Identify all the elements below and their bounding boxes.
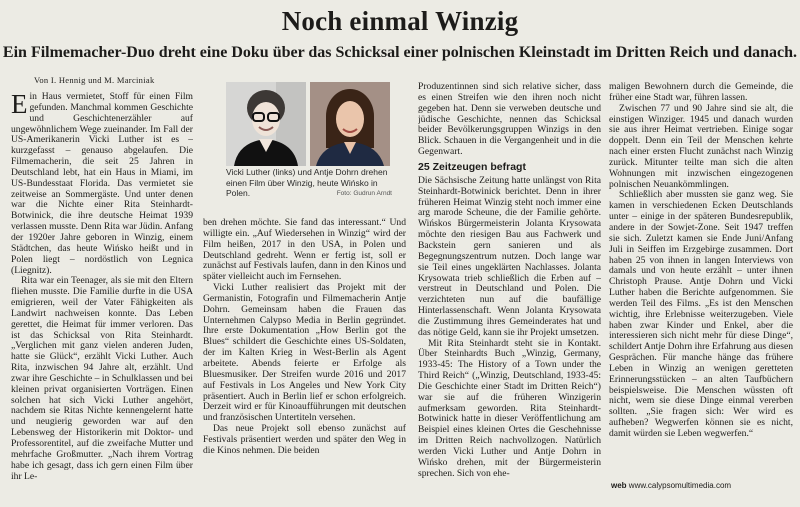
web-reference: [611, 481, 731, 490]
photo-caption: [226, 167, 392, 200]
text-column-4: [609, 82, 793, 477]
paragraph: Mit Rita Steinhardt steht sie in Kontakt. Über Steinhardts Buch „Winzig, Germany, 1933-45: The History of a Town under the Third Reich“ („Winzig, Deutschland, 1933-45: Die Geschichte einer Stadt im Dritten Reich“) war sie auf die früheren Winzigerin aufmerksam geworden. Rita Steinhardt-Botwinick hatte in dieser Veröffentlichung am Beispiel eines kleinen Ortes die Geschehnisse im Dritten Reich nachvollzogen. Natürlich werden Vicki Luther und Antje Dohrn in Wińsko drehen, mit der Bürgermeisterin sprechen. Sich von ehe-: [418, 337, 601, 479]
paragraph: maligen Bewohnern durch die Gemeinde, die früher eine Stadt war, führen lassen.: [609, 82, 793, 103]
paragraph: Zwischen 77 und 90 Jahre sind sie alt, die einstigen Winziger. 1945 und danach wurden sie aus ihrer Heimat vertrieben. Einige sogar doppelt. Denn ein Teil der Menschen kehrte nach einer ersten Flucht zunächst nach Winzig zurück. Mitunter teilte man sich die alten Wohnungen mit inzwischen eingezogenen polnischen Neuankömmlingen.: [609, 102, 793, 190]
photo-pair: [226, 82, 392, 166]
photo-vicki-luther: [226, 82, 306, 166]
photo-antje-dohrn: [310, 82, 390, 166]
web-label: web: [611, 481, 627, 490]
paragraph-text: in Haus vermietet, Stoff für einen Film gefunden. Manchmal kommen Geschichte und Geschichtenerzähler auf ungewöhnlichem Wege zueinander. Im Fall der US-Amerikanerin Vicki Luther ist es – kurzgefasst – genauso abgelaufen. Die Filmemacherin, die seit 25 Jahren in Deutschland lebt, hat ein Haus in Miami, im US-Bundesstaat Florida. Das vermietet sie zeitweise an Sommergäste. Und unter denen war die Nichte einer Rita Steinhardt-Botwinick, die ihre deutsche Heimat 1939 verlassen musste. Denn Rita war Jüdin. Anfang der 1920er Jahre geboren in Winzig, einem Städtchen, das heute Wińsko heißt und in Polen liegt – nordöstlich von Legnica (Liegnitz).: [11, 92, 193, 276]
text-column-3: [418, 82, 601, 497]
web-url: www.calypsomultimedia.com: [628, 481, 732, 490]
paragraph: Produzentinnen sind sich relative sicher, dass es einen Streifen wie den ihren noch nicht gegeben hat. Denn sie verweben deutsche und jüdische Geschichte, nennen das Schicksal beider Bevölkerungsgruppen Winzigs in den Blick. Schauen in die Vergangenheit und in die Gegenwart.: [418, 82, 601, 158]
drop-cap: E: [11, 92, 28, 119]
caption-text: Vicki Luther (links) und Antje Dohrn drehen einen Film über Winzig, heute Wińsko in Polen.: [226, 167, 388, 198]
article-byline: Von I. Hennig und M. Marciniak: [34, 75, 155, 85]
section-heading: 25 Zeitzeugen befragt: [418, 160, 526, 173]
text-column-1: [11, 92, 193, 494]
paragraph: Schließlich aber mussten sie ganz weg. Sie kamen in verschiedenen Ecken Deutschlands unter – einige in der späteren Bundesrepublik, andere in der Sowjet-Zone. Seit 1947 treffen sie sich. Zuletzt kamen sie Ende Juni/Anfang Juli in Seiffen im Erzgebirge zusammen. Dort haben 25 von ihnen in langen Interviews von damals und von heute erzählt – unter ihnen Christoph Prause. Antje Dohrn und Vicki Luther haben die Berichte aufgenommen. Sie werden Teil des Films. „Es ist den Menschen wichtig, ihre Erlebnisse weiterzugeben. Viele haben zwar Kinder und Enkel, aber die interessieren sich nicht mehr für diese Dinge“, schildert Antje Dohrn ihre Erfahrung aus diesen Gesprächen. Für manche hänge das frühere Leben in Winzig an wenigen geretteten Erinnerungsstücken – an alten Taufbüchern beispielsweise. Die Menschen wüssten oft nicht, wem sie diese Dinge einmal vererben sollten. „Sie fragen sich: Wer wird es aufheben? Wegwerfen können sie es nicht, damit würden sie Leben wegwerfen.“: [609, 189, 793, 439]
article-title: Noch einmal Winzig: [281, 6, 519, 36]
photo-credit: Foto: Gudrun Arndt: [336, 190, 392, 197]
paragraph: [11, 92, 193, 276]
paragraph: ben drehen möchte. Sie fand das interessant.“ Und willigte ein. „Auf Wiedersehen in Winzig“ wird der Film heißen, 2017 in den USA, in Polen und Deutschland gedreht. Wenn er fertig ist, soll er zunächst auf Festivals laufen, dann in den Kinos und später vielleicht auch im Fernsehen.: [203, 218, 406, 283]
text-column-2: [203, 218, 406, 498]
paragraph: Rita war ein Teenager, als sie mit den Eltern fliehen musste. Die Familie durfte in die USA emigrieren, weil der Vater Fähigkeiten als Landwirt nachweisen konnte. Das Leben gerettet, die Heimat für immer verloren. Das ist das Schicksal von Rita Steinhardt. „Verglichen mit ganz vielen anderen Juden, hatte sie Glück“, erzählt Vicki Luther. Auch Rita, inzwischen 94 Jahre alt, erzählt. Und zwar ihre Geschichte – in Schulklassen und bei kleinen privat organisierten Vorträgen. Einen solchen hat sich Vicki Luther angehört, nachdem sie Ritas Nichte kennengelernt hatte und neugierig geworden war auf den Lebensweg der Historikerin mit Doktor- und Professorentitel, auf die zweifache Mutter und mehrfache Großmutter. „Nach ihrem Vortrag habe ich gesagt, dass ich gern einen Film über ihr Le-: [11, 275, 193, 482]
paragraph: Das neue Projekt soll ebenso zunächst auf Festivals präsentiert werden und später den Weg in die Kinos nehmen. Die beiden: [203, 423, 406, 456]
paragraph: Die Sächsische Zeitung hatte unlängst von Rita Steinhardt-Botwinick berichtet. Denn in ihrer früheren Heimat Winzig steht noch immer eine arg marode Scheune, die der Familie gehörte. Wińskos Bürgermeisterin Jolanta Krysowata möchte den riesigen Bau aus Fachwerk und Backstein gern sanieren und als Begegnungszentrum nutzen. Doch lange war sie Teil eines ungeklärten Nachlasses. Jolanta Krysowata trieb schließlich die Erben auf – verstreut in Deutschland und Polen. Die verzichteten nun auf die baufällige Hinterlassenschaft. Wenn Jolanta Krysowata die Zustimmung ihres Gemeinderates hat und das nötige Geld, kann sie ihr Projekt umsetzen.: [418, 174, 601, 338]
article-subtitle: Ein Filmemacher-Duo dreht eine Doku über das Schicksal einer polnischen Kleinstadt im Dritten Reich und danach.: [2, 44, 798, 61]
paragraph: Vicki Luther realisiert das Projekt mit der Germanistin, Fotografin und Filmemacherin Antje Dohrn. Gemeinsam haben die Frauen das Unternehmen Calypso Media in Berlin gegründet. Ihre erste Dokumentation „How Berlin got the Blues“ schildert die Geschichte eines US-Soldaten, der im Kalten Krieg in West-Berlin als Agent arbeitete. Abends feierte er Erfolge als Bluesmusiker. Der Streifen wurde 2016 und 2017 auf Festivals in Los Angeles und New York City präsentiert. Auch in Berlin lief er schon erfolgreich. Derzeit wird er für Kinoaufführungen mit deutschen und französischen Untertiteln versehen.: [203, 282, 406, 424]
